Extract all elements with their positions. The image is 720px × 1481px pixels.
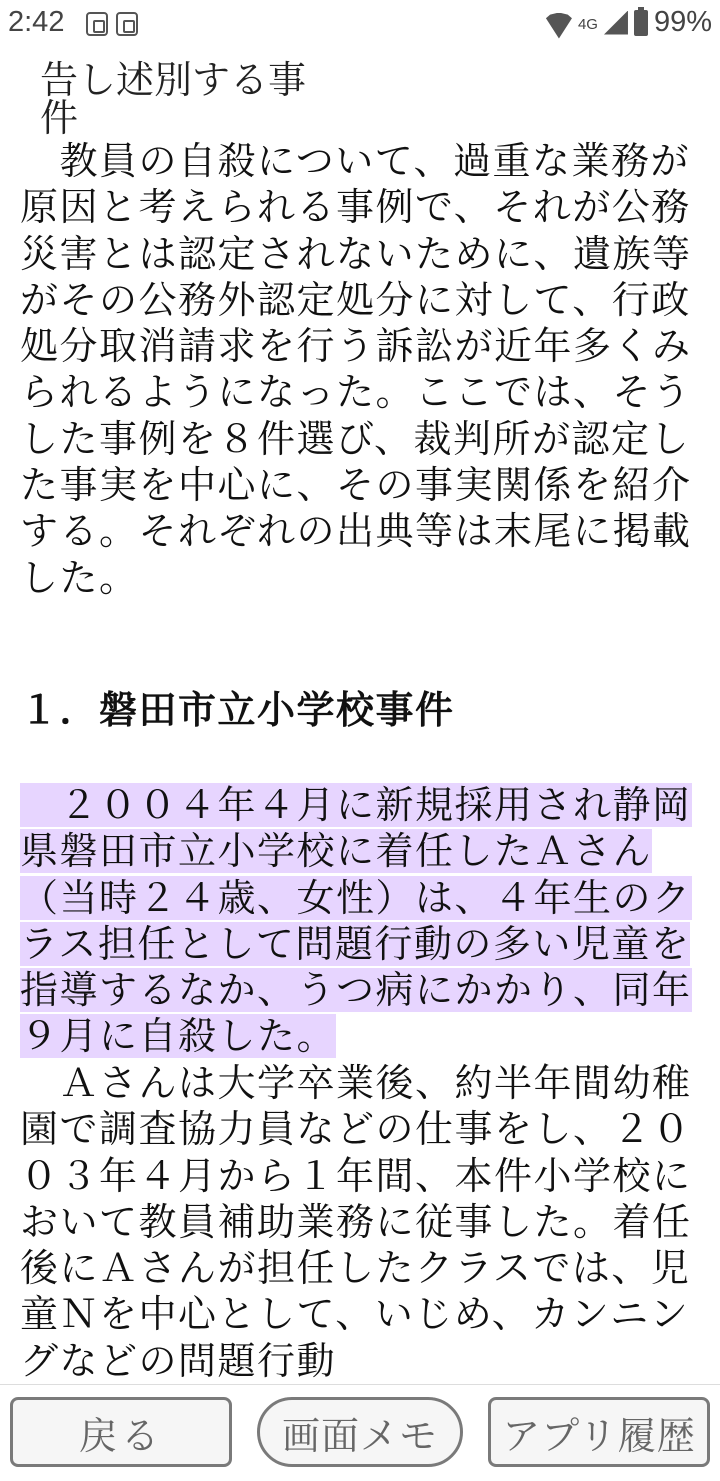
device-icon	[86, 12, 108, 36]
status-time: 2:42	[8, 6, 65, 38]
network-type: 4G	[577, 16, 598, 33]
body-paragraph: Ａさんは大学卒業後、約半年間幼稚園で調査協力員などの仕事をし、２００３年４月から１年間、本件小学校において教員補助業務に従事した。着任後にＡさんが担任したクラスでは、児童Ｎを中心として、いじめ、カンニングなどの問題行動	[20, 1061, 692, 1383]
battery-level: 99%	[653, 6, 712, 38]
screen-memo-button[interactable]: 画面メモ	[257, 1397, 463, 1467]
document-content[interactable]	[20, 50, 700, 1382]
clipped-previous-line: 告し述別する事件	[40, 58, 307, 140]
status-bar	[0, 0, 720, 50]
signal-icon	[604, 11, 628, 35]
highlighted-paragraph	[20, 782, 700, 1060]
wifi-icon	[546, 10, 572, 36]
back-button[interactable]: 戻る	[10, 1397, 232, 1467]
bottom-navigation-bar	[0, 1384, 720, 1481]
notification-icons	[86, 12, 138, 36]
status-right-group	[546, 6, 712, 39]
app-history-button[interactable]: アプリ履歴	[488, 1397, 710, 1467]
device-icon-secondary	[116, 12, 138, 36]
battery-icon	[634, 10, 648, 36]
section-heading: １．磐田市立小学校事件	[20, 688, 455, 732]
text-highlight[interactable]: ２００４年４月に新規採用され静岡県磐田市立小学校に着任したＡさん（当時２４歳、女性）は、４年生のクラス担任として問題行動の多い児童を指導するなか、うつ病にかかり、同年９月に自殺した。	[20, 783, 692, 1059]
intro-paragraph: 教員の自殺について、過重な業務が原因と考えられる事例で、それが公務災害とは認定されないために、遺族等がその公務外認定処分に対して、行政処分取消請求を行う訴訟が近年多くみられるようになった。ここでは、そうした事例を８件選び、裁判所が認定した事実を中心に、その事実関係を紹介する。それぞれの出典等は末尾に掲載した。	[20, 139, 692, 600]
